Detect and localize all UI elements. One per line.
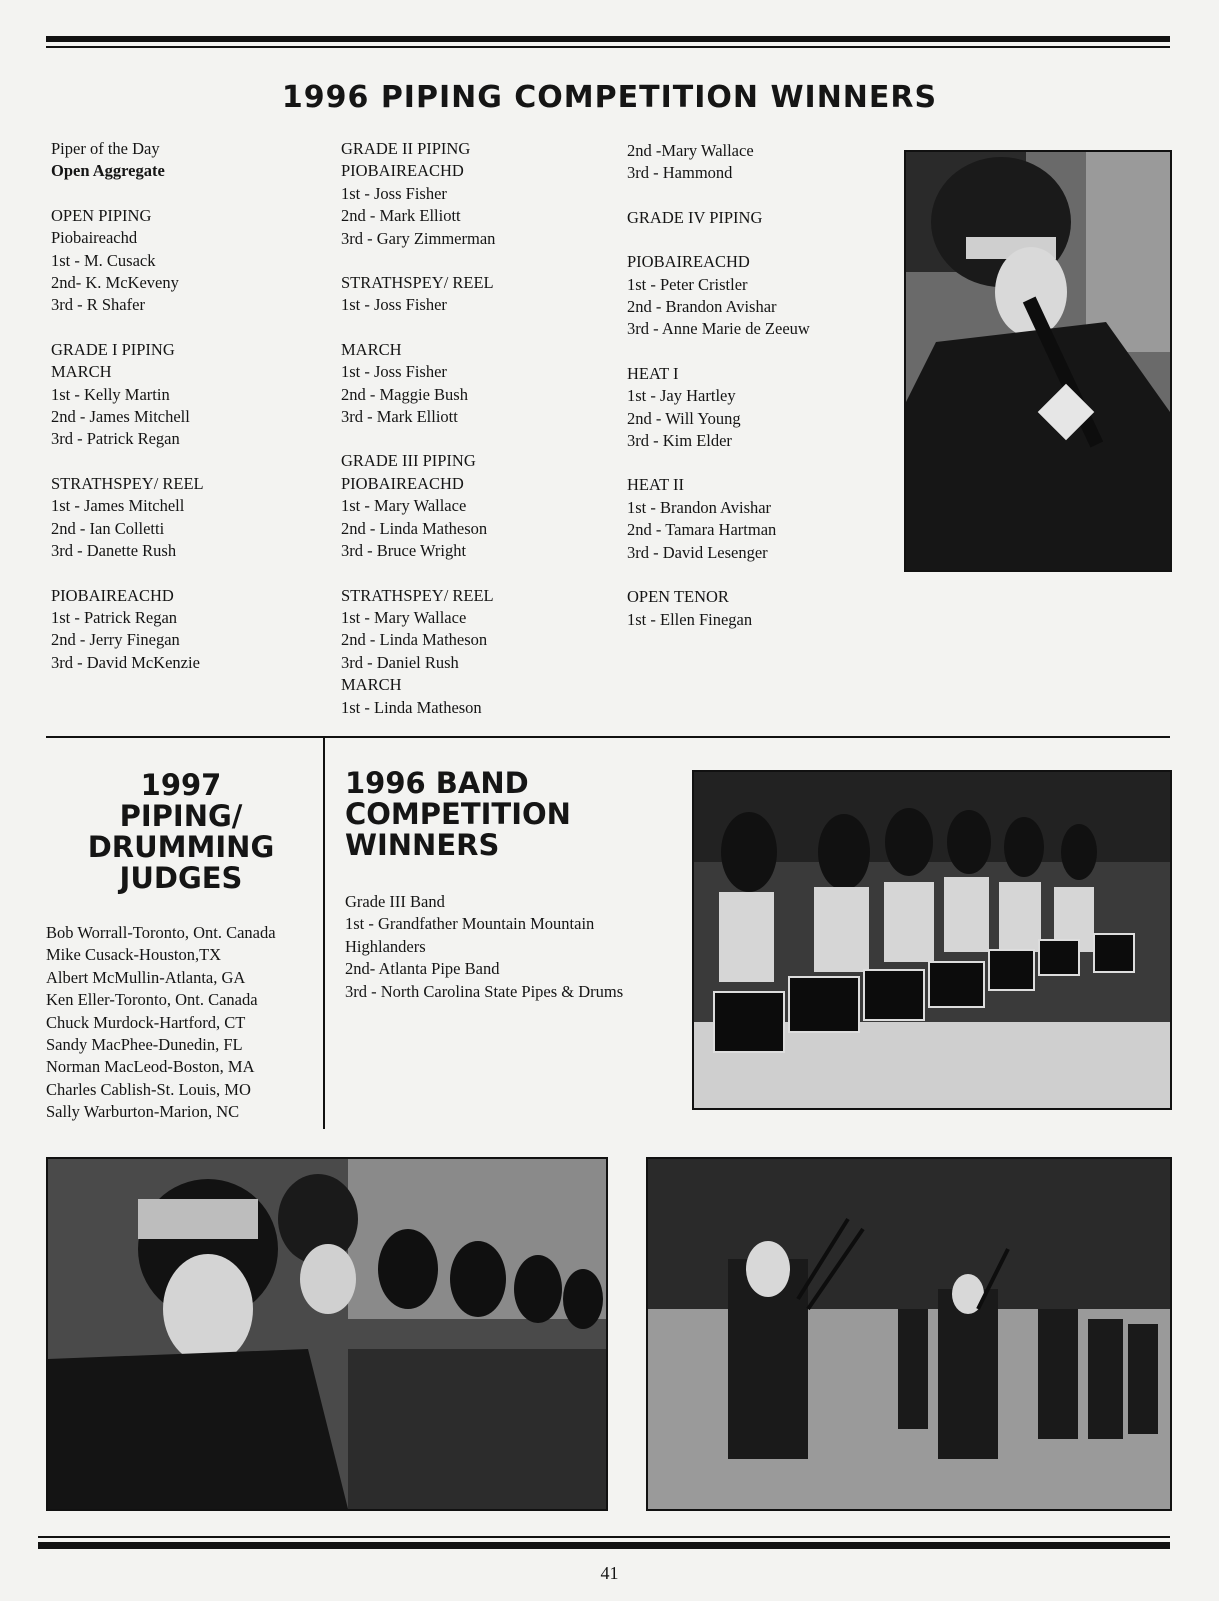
result-line: 3rd - Patrick Regan (51, 429, 180, 449)
result-line: Grade III Band (345, 892, 445, 911)
result-line: Charles Cablish-St. Louis, MO (46, 1079, 251, 1099)
heading-line: PIPING/ (119, 799, 243, 833)
result-line: Norman MacLeod-Boston, MA (46, 1057, 255, 1077)
result-line: OPEN PIPING (51, 205, 152, 225)
result-line: 1st - M. Cusack (51, 250, 156, 270)
result-line: 1st - Ellen Finegan (627, 609, 753, 629)
result-line: OPEN TENOR (627, 587, 729, 607)
result-line: 2nd - Linda Matheson (341, 518, 488, 538)
photo-drum-line (692, 770, 1172, 1110)
result-line: 1st - Joss Fisher (341, 362, 447, 382)
result-line: MARCH (341, 339, 402, 359)
result-line: 2nd - Tamara Hartman (627, 520, 777, 540)
judges-list (46, 922, 276, 1124)
result-line: 1st - Jay Hartley (627, 386, 736, 406)
result-line: 1st - Joss Fisher (341, 295, 447, 315)
spacer (51, 451, 204, 473)
result-line: 1st - Grandfather Mountain Mountain (345, 914, 595, 934)
band-heading (345, 768, 571, 861)
result-line: 3rd - R Shafer (51, 295, 145, 315)
result-line: Piper of the Day (51, 139, 160, 158)
spacer (51, 563, 204, 585)
result-line: MARCH (341, 675, 402, 695)
judges-heading (46, 770, 316, 894)
result-line: 2nd- Atlanta Pipe Band (345, 959, 500, 979)
result-line: PIOBAIREACHD (51, 585, 174, 605)
result-line: 1st - Joss Fisher (341, 183, 447, 203)
result-line: 2nd - Ian Colletti (51, 518, 165, 538)
winners-column-2 (341, 138, 495, 719)
heading-line: 1997 (140, 768, 222, 802)
result-line: 3rd - Mark Elliott (341, 407, 458, 427)
result-line: GRADE IV PIPING (627, 207, 763, 227)
result-line: HEAT I (627, 363, 679, 383)
result-line: Mike Cusack-Houston,TX (46, 945, 222, 965)
result-line: PIOBAIREACHD (627, 252, 750, 272)
heading-line: 1996 BAND (345, 766, 529, 800)
result-line: 1st - Linda Matheson (341, 697, 482, 717)
result-line: Albert McMullin-Atlanta, GA (46, 967, 246, 987)
result-line: 3rd - North Carolina State Pipes & Drums (345, 981, 624, 1001)
photo-pipers-parade (46, 1157, 608, 1511)
result-line: Sandy MacPhee-Dunedin, FL (46, 1035, 243, 1055)
band-winners-list (345, 891, 623, 1003)
result-line: Open Aggregate (51, 161, 165, 181)
result-line: 3rd - Anne Marie de Zeeuw (627, 319, 810, 339)
spacer (627, 341, 810, 363)
spacer (341, 317, 495, 339)
column-divider (323, 738, 325, 1129)
result-line: STRATHSPEY/ REEL (341, 585, 494, 605)
result-line: 1st - Peter Cristler (627, 274, 748, 294)
result-line: Ken Eller-Toronto, Ont. Canada (46, 990, 258, 1010)
result-line: 1st - Brandon Avishar (627, 497, 772, 517)
result-line: 3rd - Kim Elder (627, 431, 732, 451)
result-line: Chuck Murdock-Hartford, CT (46, 1012, 246, 1032)
result-line: MARCH (51, 362, 112, 382)
winners-column-1 (51, 138, 204, 674)
result-line: 1st - James Mitchell (51, 496, 185, 516)
heading-line: DRUMMING (87, 830, 275, 864)
result-line: 3rd - David Lesenger (627, 542, 768, 562)
result-line: 1st - Kelly Martin (51, 384, 170, 404)
result-line: 2nd - Will Young (627, 408, 741, 428)
result-line: PIOBAIREACHD (341, 473, 464, 493)
result-line: 2nd - Maggie Bush (341, 384, 468, 404)
spacer (627, 452, 810, 474)
section-divider (46, 736, 1170, 738)
result-line: 3rd - Gary Zimmerman (341, 228, 496, 248)
page-number: 41 (600, 1563, 619, 1583)
spacer (341, 563, 495, 585)
bottom-rule-thick (38, 1542, 1170, 1549)
result-line: STRATHSPEY/ REEL (341, 273, 494, 293)
heading-line: COMPETITION (345, 797, 571, 831)
result-line: 2nd - Mark Elliott (341, 206, 461, 226)
result-line: Sally Warburton-Marion, NC (46, 1102, 240, 1122)
heading-line: WINNERS (345, 828, 500, 862)
page-title: 1996 PIPING COMPETITION WINNERS (281, 80, 938, 115)
result-line: 3rd - Danette Rush (51, 541, 177, 561)
spacer (51, 317, 204, 339)
result-line: 3rd - David McKenzie (51, 652, 200, 672)
top-rule-thick (46, 36, 1170, 42)
result-line: 2nd - Brandon Avishar (627, 297, 777, 317)
spacer (627, 564, 810, 586)
result-line: Piobaireachd (51, 228, 138, 248)
result-line: STRATHSPEY/ REEL (51, 473, 204, 493)
photo-band-on-field (646, 1157, 1172, 1511)
result-line: 2nd - James Mitchell (51, 407, 190, 427)
result-line: Bob Worrall-Toronto, Ont. Canada (46, 923, 276, 942)
result-line: Highlanders (345, 936, 426, 956)
result-line: GRADE III PIPING (341, 451, 476, 471)
photo-piper-closeup (904, 150, 1172, 572)
spacer (627, 185, 810, 207)
result-line: PIOBAIREACHD (341, 161, 464, 181)
result-line: 2nd - Jerry Finegan (51, 630, 180, 650)
spacer (627, 229, 810, 251)
result-line: 3rd - Hammond (627, 163, 733, 183)
result-line: GRADE I PIPING (51, 339, 175, 359)
spacer (51, 183, 204, 205)
top-rule-thin (46, 46, 1170, 48)
winners-column-3 (627, 140, 810, 631)
result-line: HEAT II (627, 475, 684, 495)
spacer (341, 250, 495, 272)
result-line: 2nd -Mary Wallace (627, 141, 754, 160)
result-line: GRADE II PIPING (341, 139, 471, 158)
result-line: 2nd- K. McKeveny (51, 273, 179, 293)
result-line: 3rd - Daniel Rush (341, 652, 459, 672)
result-line: 2nd - Linda Matheson (341, 630, 488, 650)
result-line: 1st - Patrick Regan (51, 607, 178, 627)
bottom-rule-thin (38, 1536, 1170, 1538)
result-line: 1st - Mary Wallace (341, 496, 467, 516)
result-line: 3rd - Bruce Wright (341, 541, 467, 561)
heading-line: JUDGES (119, 861, 243, 895)
spacer (341, 428, 495, 450)
result-line: 1st - Mary Wallace (341, 607, 467, 627)
